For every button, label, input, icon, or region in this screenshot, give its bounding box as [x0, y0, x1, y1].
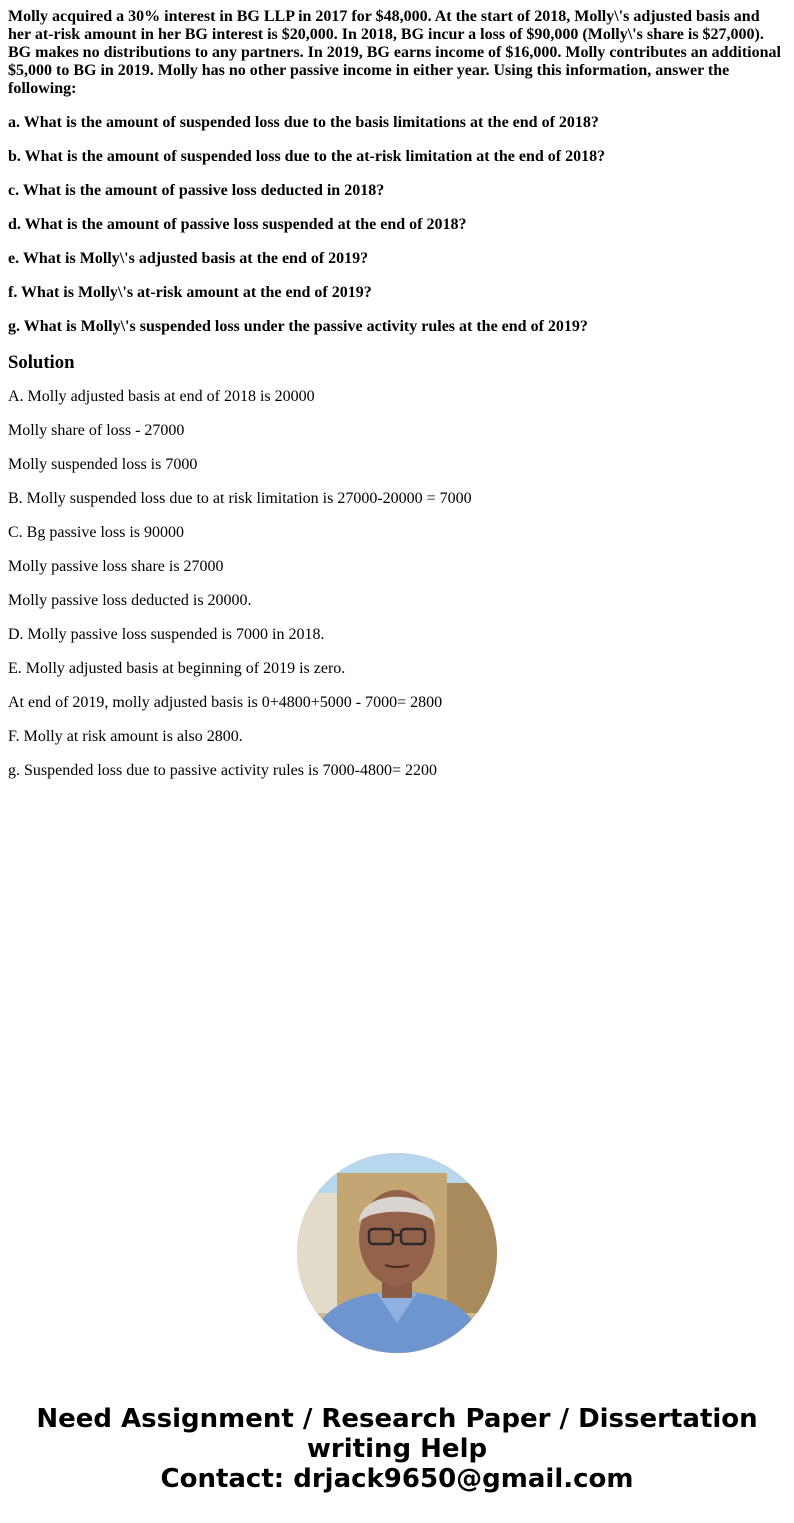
solution-line-8: D. Molly passive loss suspended is 7000 in 2018. — [8, 626, 325, 643]
promo-contact: Contact: drjack9650@gmail.com — [160, 1464, 634, 1494]
solution-line-9: E. Molly adjusted basis at beginning of 2019 is zero. — [8, 660, 346, 677]
solution-line-1: A. Molly adjusted basis at end of 2018 is 20000 — [8, 388, 315, 405]
question-intro: Molly acquired a 30% interest in BG LLP in 2017 for $48,000. At the start of 2018, Molly\'s adjusted basis and her at-risk amount in her BG interest is $20,000. In 2018, BG incur a loss of $90,000 (Molly\'s share is $27,000). BG makes no distributions to any partners. In 2019, BG earns income of $16,000. Molly contributes an additional $5,000 to BG in 2019. Molly has no other passive income in either year. Using this information, answer the following: — [8, 8, 781, 97]
solution-line-4: B. Molly suspended loss due to at risk limitation is 27000-20000 = 7000 — [8, 490, 472, 507]
page-content — [8, 8, 786, 796]
solution-line-5: C. Bg passive loss is 90000 — [8, 524, 185, 541]
author-photo — [297, 1153, 497, 1353]
author-portrait-illustration — [297, 1153, 497, 1353]
question-part-b: b. What is the amount of suspended loss due to the at-risk limitation at the end of 2018? — [8, 148, 606, 165]
solution-heading: Solution — [8, 352, 75, 373]
solution-line-6: Molly passive loss share is 27000 — [8, 558, 224, 575]
solution-line-12: g. Suspended loss due to passive activity rules is 7000-4800= 2200 — [8, 762, 437, 779]
promo-banner — [0, 1404, 794, 1494]
question-part-g: g. What is Molly\'s suspended loss under the passive activity rules at the end of 2019? — [8, 318, 588, 335]
promo-line-2: writing Help — [306, 1434, 488, 1464]
question-part-f: f. What is Molly\'s at-risk amount at the end of 2019? — [8, 284, 372, 301]
solution-line-10: At end of 2019, molly adjusted basis is 0+4800+5000 - 7000= 2800 — [8, 694, 443, 711]
solution-line-11: F. Molly at risk amount is also 2800. — [8, 728, 243, 745]
question-part-d: d. What is the amount of passive loss suspended at the end of 2018? — [8, 216, 467, 233]
promo-line-1: Need Assignment / Research Paper / Dissertation — [36, 1404, 758, 1434]
question-part-e: e. What is Molly\'s adjusted basis at the end of 2019? — [8, 250, 369, 267]
solution-line-2: Molly share of loss - 27000 — [8, 422, 185, 439]
question-part-c: c. What is the amount of passive loss deducted in 2018? — [8, 182, 385, 199]
solution-line-3: Molly suspended loss is 7000 — [8, 456, 198, 473]
solution-line-7: Molly passive loss deducted is 20000. — [8, 592, 252, 609]
question-part-a: a. What is the amount of suspended loss due to the basis limitations at the end of 2018? — [8, 114, 599, 131]
